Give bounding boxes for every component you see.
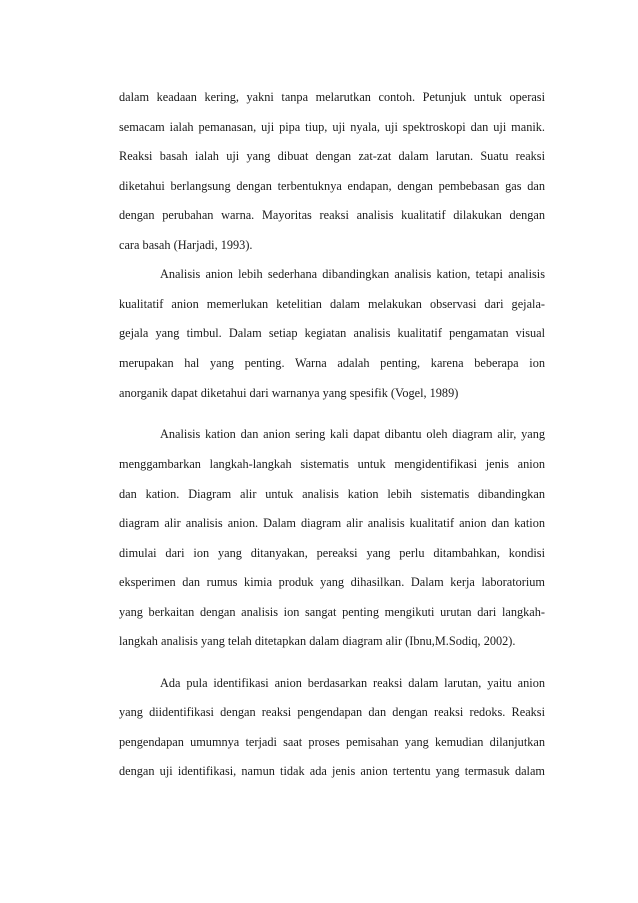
text-line: pengendapan umumnya terjadi saat proses pemisahan yang kemudian dilanjutkan xyxy=(119,735,545,749)
text-line: dan kation. Diagram alir untuk analisis kation lebih sistematis dibandingkan xyxy=(119,487,545,501)
text-line: yang berkaitan dengan analisis ion sangat penting mengikuti urutan dari langkah- xyxy=(119,605,545,619)
text-line: Reaksi basah ialah uji yang dibuat dengan zat-zat dalam larutan. Suatu reaksi xyxy=(119,149,545,163)
text-line: yang diidentifikasi dengan reaksi pengendapan dan dengan reaksi redoks. Reaksi xyxy=(119,705,545,719)
text-line: dengan perubahan warna. Mayoritas reaksi analisis kualitatif dilakukan dengan xyxy=(119,208,545,222)
text-line: dalam keadaan kering, yakni tanpa melarutkan contoh. Petunjuk untuk operasi xyxy=(119,90,545,104)
text-line: menggambarkan langkah-langkah sistematis untuk mengidentifikasi jenis anion xyxy=(119,457,545,471)
text-line: dimulai dari ion yang ditanyakan, pereaksi yang perlu ditambahkan, kondisi xyxy=(119,546,545,560)
text-line: Analisis kation dan anion sering kali dapat dibantu oleh diagram alir, yang xyxy=(160,427,545,441)
text-line: langkah analisis yang telah ditetapkan dalam diagram alir (Ibnu,M.Sodiq, 2002). xyxy=(119,634,516,648)
text-line: dengan uji identifikasi, namun tidak ada jenis anion tertentu yang termasuk dalam xyxy=(119,764,545,778)
text-line: Ada pula identifikasi anion berdasarkan reaksi dalam larutan, yaitu anion xyxy=(160,676,545,690)
text-line: diketahui berlangsung dengan terbentuknya endapan, dengan pembebasan gas dan xyxy=(119,179,545,193)
text-line: anorganik dapat diketahui dari warnanya yang spesifik (Vogel, 1989) xyxy=(119,386,459,400)
text-line: kualitatif anion memerlukan ketelitian dalam melakukan observasi dari gejala- xyxy=(119,297,545,311)
text-line: Analisis anion lebih sederhana dibandingkan analisis kation, tetapi analisis xyxy=(160,267,545,281)
text-line: merupakan hal yang penting. Warna adalah penting, karena beberapa ion xyxy=(119,356,545,370)
text-line: diagram alir analisis anion. Dalam diagram alir analisis kualitatif anion dan kation xyxy=(119,516,545,530)
text-line: cara basah (Harjadi, 1993). xyxy=(119,238,253,252)
text-line: eksperimen dan rumus kimia produk yang dihasilkan. Dalam kerja laboratorium xyxy=(119,575,545,589)
text-line: gejala yang timbul. Dalam setiap kegiatan analisis kualitatif pengamatan visual xyxy=(119,326,545,340)
text-line: semacam ialah pemanasan, uji pipa tiup, uji nyala, uji spektroskopi dan uji manik. xyxy=(119,120,545,134)
